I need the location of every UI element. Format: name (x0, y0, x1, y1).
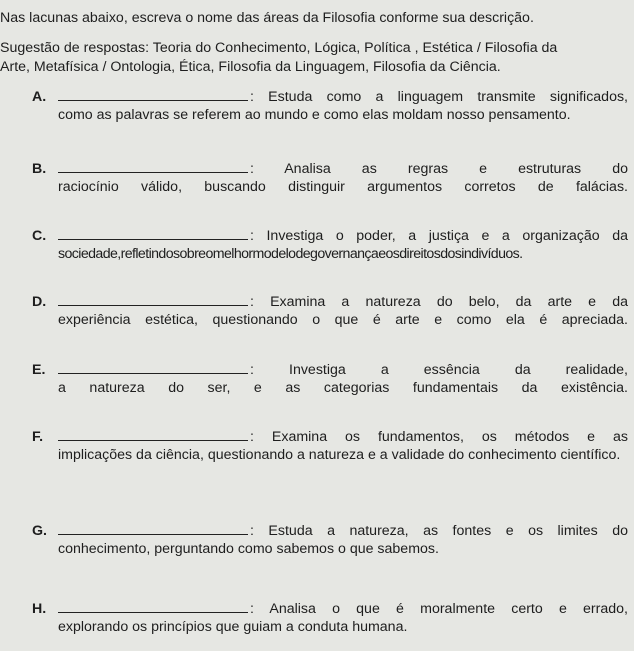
question-a (32, 88, 628, 124)
question-letter: B. (32, 161, 47, 177)
answer-blank-e[interactable] (58, 361, 248, 374)
question-description-start: : Estuda a natureza, as fontes e os limites do (250, 523, 628, 539)
question-letter: F. (32, 429, 44, 445)
question-description-start: : Estuda como a linguagem transmite significados, (250, 89, 628, 105)
question-d (32, 293, 628, 329)
question-b (32, 160, 628, 196)
instruction-text: Nas lacunas abaixo, escreva o nome das áreas da Filosofia conforme sua descrição. (0, 10, 534, 26)
question-letter: C. (32, 228, 47, 244)
question-letter: G. (32, 523, 47, 539)
question-g (32, 522, 628, 558)
question-description-start: : Analisa o que é moralmente certo e errado, (250, 601, 628, 617)
answer-blank-c[interactable] (58, 227, 248, 240)
suggestion-line-1: Sugestão de respostas: Teoria do Conhecimento, Lógica, Política , Estética / Filosofia da (0, 40, 558, 56)
question-description-rest: sociedade,refletindosobreomelhormodelodegovernançaeosdireitosdosindivíduos. (58, 246, 523, 262)
answer-blank-d[interactable] (58, 293, 248, 306)
suggestion-line-2: Arte, Metafísica / Ontologia, Ética, Filosofia da Linguagem, Filosofia da Ciência. (0, 59, 501, 75)
question-e (32, 361, 628, 397)
answer-blank-b[interactable] (58, 160, 248, 173)
question-description-start: : Analisa as regras e estruturas do (250, 161, 628, 177)
answer-blank-h[interactable] (58, 600, 248, 613)
question-description-start: : Investiga a essência da realidade, (250, 362, 628, 378)
question-description-start: : Examina os fundamentos, os métodos e as (250, 429, 628, 445)
question-description-start: : Examina a natureza do belo, da arte e da (250, 294, 628, 310)
question-description-rest: como as palavras se referem ao mundo e como elas moldam nosso pensamento. (58, 107, 571, 123)
question-description-start: : Investiga o poder, a justiça e a organização da (250, 228, 628, 244)
question-c (32, 227, 628, 263)
question-letter: D. (32, 294, 47, 310)
question-letter: A. (32, 89, 47, 105)
question-f (32, 428, 628, 464)
question-description-rest: raciocínio válido, buscando distinguir argumentos corretos de falácias. (58, 179, 628, 195)
question-description-rest: conhecimento, perguntando como sabemos o que sabemos. (58, 541, 439, 557)
answer-blank-f[interactable] (58, 428, 248, 441)
answer-blank-g[interactable] (58, 522, 248, 535)
question-h (32, 600, 628, 636)
question-description-rest: implicações da ciência, questionando a natureza e a validade do conhecimento científico. (58, 447, 621, 463)
question-letter: E. (32, 362, 46, 378)
answer-blank-a[interactable] (58, 88, 248, 101)
question-description-rest: explorando os princípios que guiam a conduta humana. (58, 619, 408, 635)
question-letter: H. (32, 601, 47, 617)
question-description-rest: experiência estética, questionando o que é arte e como ela é apreciada. (58, 312, 628, 328)
question-description-rest: a natureza do ser, e as categorias fundamentais da existência. (58, 380, 628, 396)
